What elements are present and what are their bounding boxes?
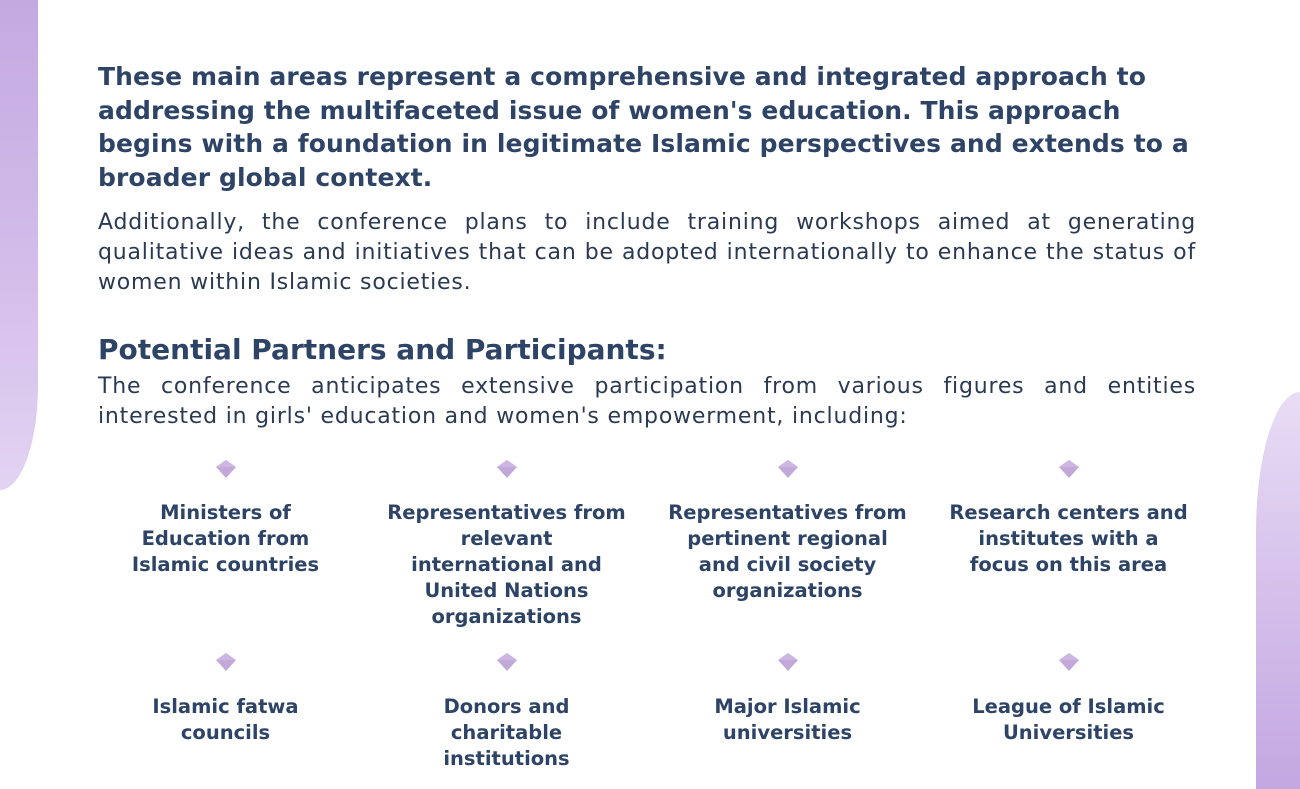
- intro-bold-text: These main areas represent a comprehensive and integrated approach to addressing the multifaceted issue of women's education. This approach begins with a foundation in legitimate Islamic perspectives and extends to a broader global context.: [98, 62, 1189, 192]
- partner-item-label: Representatives from relevant international and United Nations organizations: [387, 501, 626, 628]
- partner-item: [85, 651, 366, 772]
- left-decorative-band: [0, 0, 38, 490]
- partner-item-label: League of Islamic Universities: [972, 695, 1165, 744]
- diamond-icon: [215, 651, 237, 673]
- partner-item: [647, 458, 928, 630]
- diamond-icon: [496, 458, 518, 480]
- partner-item: [366, 651, 647, 772]
- partners-description: The conference anticipates extensive participation from various figures and entities interested in girls' education and women's empowerment, including:: [98, 374, 1196, 429]
- diamond-icon: [496, 651, 518, 673]
- diamond-icon: [777, 458, 799, 480]
- intro-paragraph: Additionally, the conference plans to include training workshops aimed at generating qualitative ideas and initiatives that can be adopted internationally to enhance the status of women within Islamic societies.: [98, 210, 1196, 295]
- diamond-icon: [215, 458, 237, 480]
- partner-item: [647, 651, 928, 772]
- partners-grid-row-1: [85, 458, 1208, 630]
- partner-item: [366, 458, 647, 630]
- partners-grid-row-2: [85, 651, 1208, 772]
- partner-item-label: Islamic fatwa councils: [152, 695, 299, 744]
- partners-heading: Potential Partners and Participants:: [98, 333, 667, 366]
- partner-item: [928, 651, 1209, 772]
- partner-item-label: Donors and charitable institutions: [443, 695, 570, 770]
- diamond-icon: [777, 651, 799, 673]
- main-content: [98, 60, 1196, 432]
- partner-item-label: Research centers and institutes with a focus on this area: [949, 501, 1188, 576]
- partner-item: [928, 458, 1209, 630]
- partner-item-label: Representatives from pertinent regional and civil society organizations: [668, 501, 907, 602]
- diamond-icon: [1058, 651, 1080, 673]
- partner-item-label: Ministers of Education from Islamic countries: [131, 501, 320, 576]
- right-decorative-band: [1256, 392, 1300, 789]
- partner-item-label: Major Islamic universities: [714, 695, 861, 744]
- partner-item: [85, 458, 366, 630]
- diamond-icon: [1058, 458, 1080, 480]
